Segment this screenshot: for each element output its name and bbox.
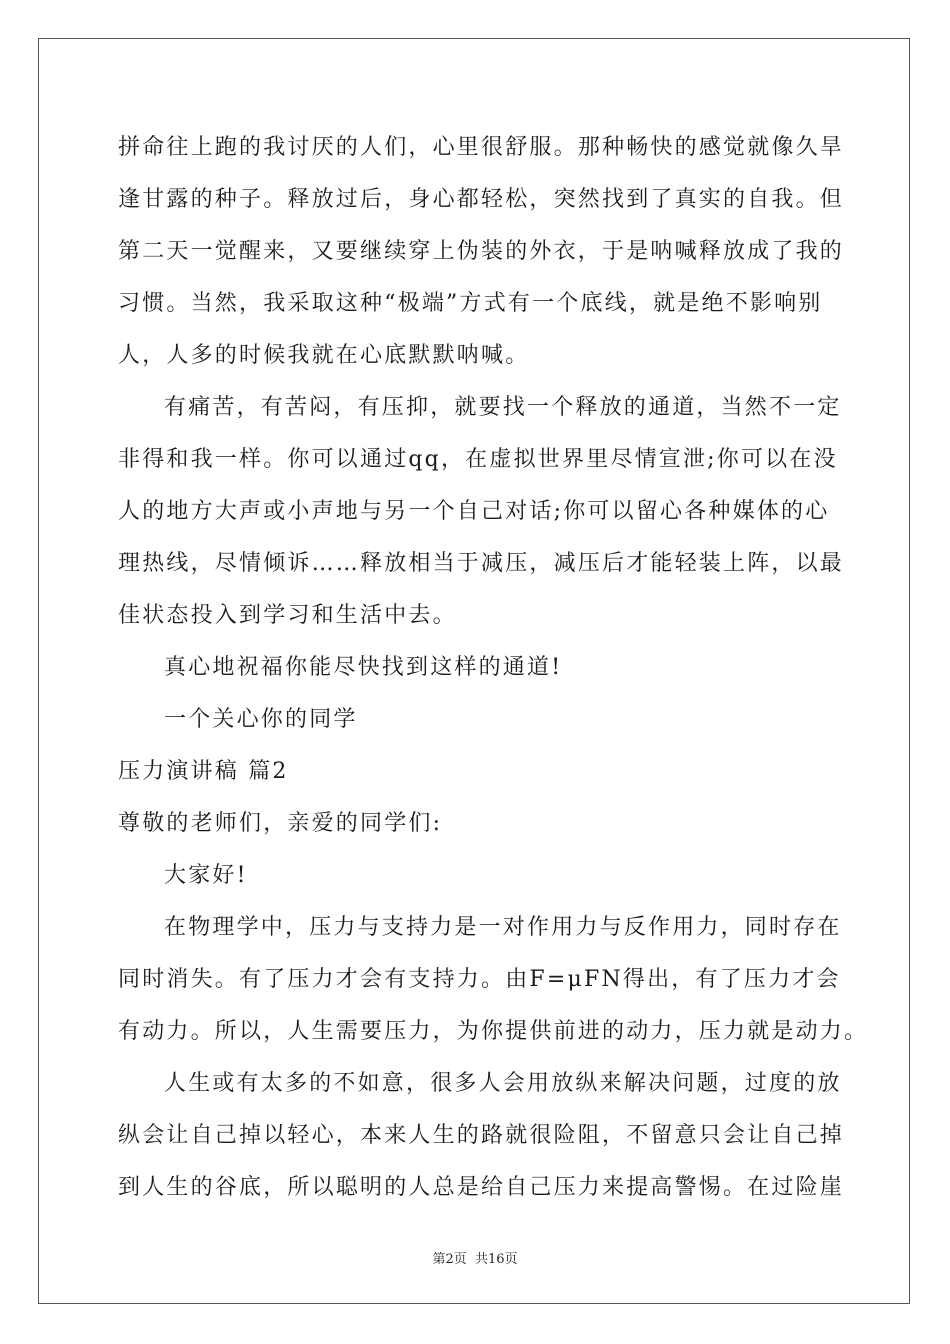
text-line: 尊敬的老师们，亲爱的同学们:	[118, 811, 443, 836]
text-line: 人的地方大声或小声地与另一个自己对话;你可以留心各种媒体的心	[118, 499, 830, 524]
text-line: 大家好!	[164, 863, 248, 888]
text-line: 人生或有太多的不如意，很多人会用放纵来解决问题，过度的放	[164, 1071, 842, 1096]
text-line: 第二天一觉醒来，又要继续穿上伪装的外衣，于是呐喊释放成了我的	[118, 239, 845, 264]
text-line: 同时消失。有了压力才会有支持力。由F=μFN得出，有了压力才会	[118, 967, 841, 992]
page-number: 第2页	[432, 1252, 467, 1267]
text-line: 理热线，尽情倾诉……释放相当于减压，减压后才能轻装上阵，以最	[118, 551, 845, 576]
text-line: 有动力。所以，人生需要压力，为你提供前进的动力，压力就是动力。	[118, 1019, 869, 1044]
text-line: 一个关心你的同学	[164, 707, 358, 732]
text-line: 真心地祝福你能尽快找到这样的通道!	[164, 655, 563, 680]
total-pages: 共16页	[474, 1252, 518, 1267]
text-line: 人，人多的时候我就在心底默默呐喊。	[118, 343, 530, 368]
text-line: 拼命往上跑的我讨厌的人们，心里很舒服。那种畅快的感觉就像久旱	[118, 135, 845, 160]
text-line: 佳状态投入到学习和生活中去。	[118, 603, 457, 628]
text-line: 到人生的谷底，所以聪明的人总是给自己压力来提高警惕。在过险崖	[118, 1175, 845, 1200]
text-line: 逢甘露的种子。释放过后，身心都轻松，突然找到了真实的自我。但	[118, 187, 845, 212]
text-line: 在物理学中，压力与支持力是一对作用力与反作用力，同时存在	[164, 915, 842, 940]
text-line: 非得和我一样。你可以通过qq，在虚拟世界里尽情宣泄;你可以在没	[118, 447, 838, 472]
text-line: 压力演讲稿 篇2	[118, 759, 289, 784]
text-line: 纵会让自己掉以轻心，本来人生的路就很险阻，不留意只会让自己掉	[118, 1123, 845, 1148]
document-body	[118, 122, 869, 1214]
text-line: 有痛苦，有苦闷，有压抑，就要找一个释放的通道，当然不一定	[164, 395, 842, 420]
page-footer	[0, 1248, 950, 1267]
text-line: 习惯。当然，我采取这种“极端”方式有一个底线，就是绝不影响别	[118, 291, 823, 316]
